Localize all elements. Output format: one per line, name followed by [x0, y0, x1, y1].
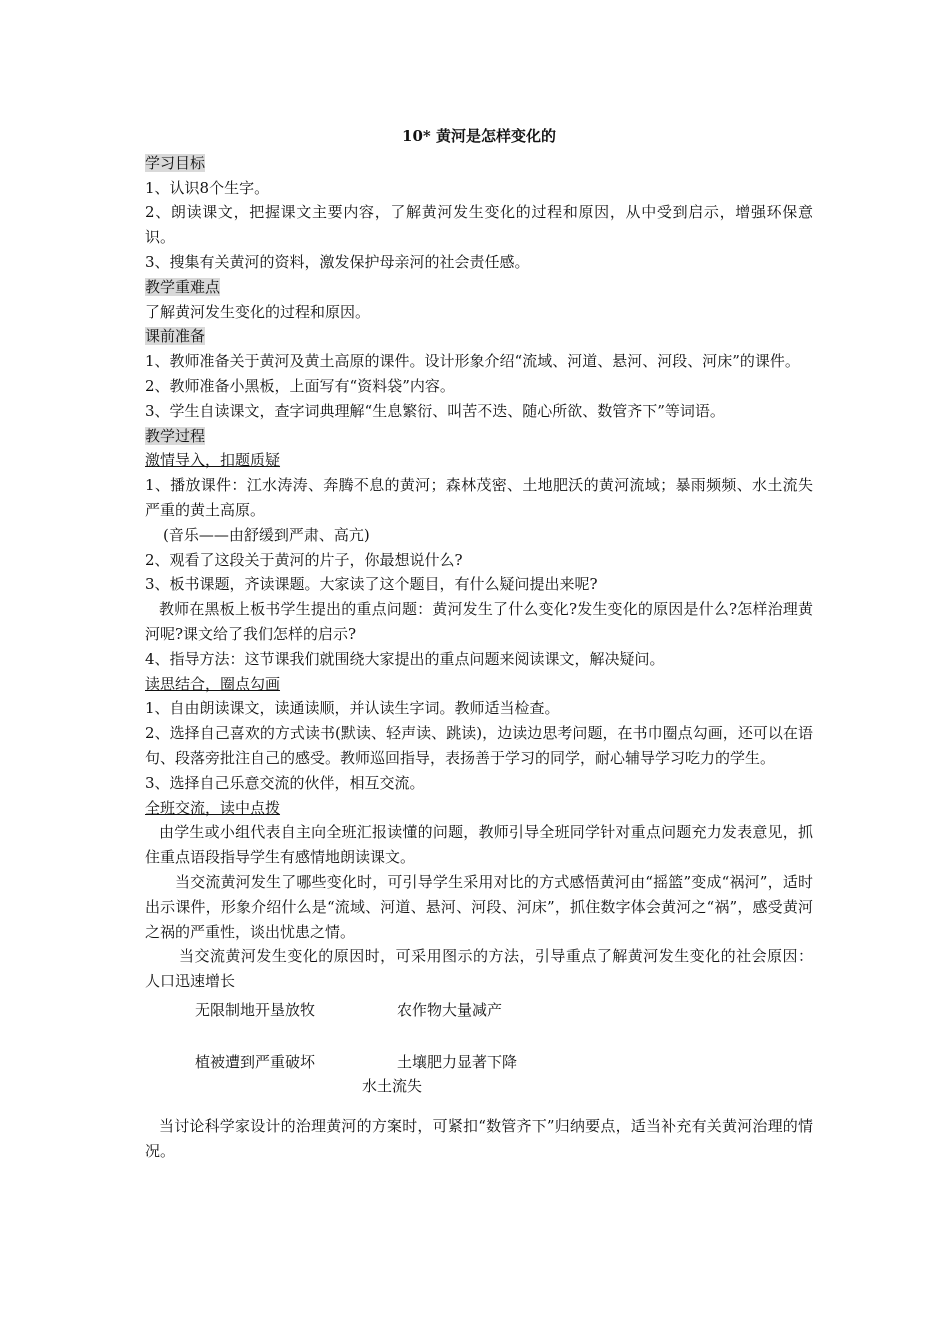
part1-music-note: (音乐——由舒缓到严肃、高亢) [163, 525, 370, 544]
part3-paragraph-3: 当交流黄河发生变化的原因时，可采用图示的方法，引导重点了解黄河发生变化的社会原因： 人口迅速增长 [145, 947, 813, 991]
diagram-node-crop-decline: 农作物大量减产 [397, 1000, 503, 1019]
part3-paragraph-2: 当交流黄河发生了哪些变化时，可引导学生采用对比的方式感悟黄河由“摇篮”变成“祸河”，适时出示课件，形象介绍什么是“流域、河道、悬河、河段、河床”，抓住数字体会黄河之“祸”，感受黄河之祸的严重性，谈出忧患之情。 [145, 872, 813, 941]
diagram-node-reclaim: 无限制地开垦放牧 [195, 1000, 316, 1019]
heading-goals-text: 学习目标 [145, 153, 206, 172]
document-title: 10* 黄河是怎样变化的 [402, 127, 556, 145]
part2-item-1: 1、自由朗读课文，读通读顺，并认读生字词。教师适当检查。 [145, 699, 560, 718]
part2-item-2: 2、选择自己喜欢的方式读书(默读、轻声读、跳读)，边读边思考问题，在书巾圈点勾画，还可以在语句、段落旁批注自己的感受。教师巡回指导，表扬善于学习的同学，耐心辅导学习吃力的学生。 [145, 724, 813, 767]
prep-item-3: 3、学生自读课文，查字词典理解“生息繁衍、叫苦不迭、随心所欲、数管齐下”等词语。 [145, 401, 725, 420]
diagram-node-vegetation: 植被遭到严重破坏 [195, 1052, 316, 1071]
subheading-part1: 激情导入，扣题质疑 [145, 451, 281, 470]
part1-item-2: 2、观看了这段关于黄河的片子，你最想说什么? [145, 550, 463, 569]
goal-item-1: 1、认识8个生字。 [145, 178, 270, 197]
cause-diagram [145, 994, 813, 1114]
key-point-text: 了解黄河发生变化的过程和原因。 [145, 302, 371, 321]
diagram-node-erosion: 水土流失 [362, 1076, 423, 1095]
part3-closing: 当讨论科学家设计的治理黄河的方案时，可紧扣“数管齐下”归纳要点，适当补充有关黄河治理的情况。 [145, 1116, 813, 1160]
heading-key-points [145, 275, 813, 300]
diagram-node-soil-fertility: 土壤肥力显著下降 [397, 1052, 518, 1071]
document-body [145, 124, 813, 1163]
heading-key-points-text: 教学重难点 [145, 277, 221, 296]
heading-process-text: 教学过程 [145, 426, 206, 445]
subheading-part2: 读思结合，圈点勾画 [145, 674, 281, 693]
heading-preparation [145, 324, 813, 349]
goal-item-3: 3、搜集有关黄河的资料，激发保护母亲河的社会责任感。 [145, 252, 530, 271]
part2-item-3: 3、选择自己乐意交流的伙伴，相互交流。 [145, 773, 425, 792]
subheading-part3: 全班交流，读中点拨 [145, 798, 281, 817]
prep-item-1: 1、教师准备关于黄河及黄土高原的课件。设计形象介绍“流域、河道、悬河、河段、河床”的课件。 [145, 352, 800, 371]
heading-process [145, 424, 813, 449]
part1-item-4: 4、指导方法：这节课我们就围绕大家提出的重点问题来阅读课文，解决疑问。 [145, 649, 665, 668]
part1-item-3: 3、板书课题，齐读课题。大家读了这个题目，有什么疑问提出来呢? [145, 575, 598, 594]
heading-goals [145, 151, 813, 176]
part1-teacher-note: 教师在黑板上板书学生提出的重点问题：黄河发生了什么变化?发生变化的原因是什么?怎样治理黄河呢?课文给了我们怎样的启示? [145, 600, 813, 643]
part3-paragraph-1: 由学生或小组代表自主向全班汇报读懂的问题，教师引导全班同学针对重点问题充力发表意见，抓住重点语段指导学生有感情地朗读课文。 [145, 823, 813, 867]
goal-item-2: 2、朗读课文，把握课文主要内容，了解黄河发生变化的过程和原因，从中受到启示，增强环保意识。 [145, 203, 813, 247]
prep-item-2: 2、教师准备小黑板，上面写有“资料袋”内容。 [145, 376, 455, 395]
part1-item-1: 1、播放课件：江水涛涛、奔腾不息的黄河；森林茂密、土地肥沃的黄河流域；暴雨频频、水土流失严重的黄土高原。 [145, 476, 813, 519]
heading-preparation-text: 课前准备 [145, 327, 206, 346]
